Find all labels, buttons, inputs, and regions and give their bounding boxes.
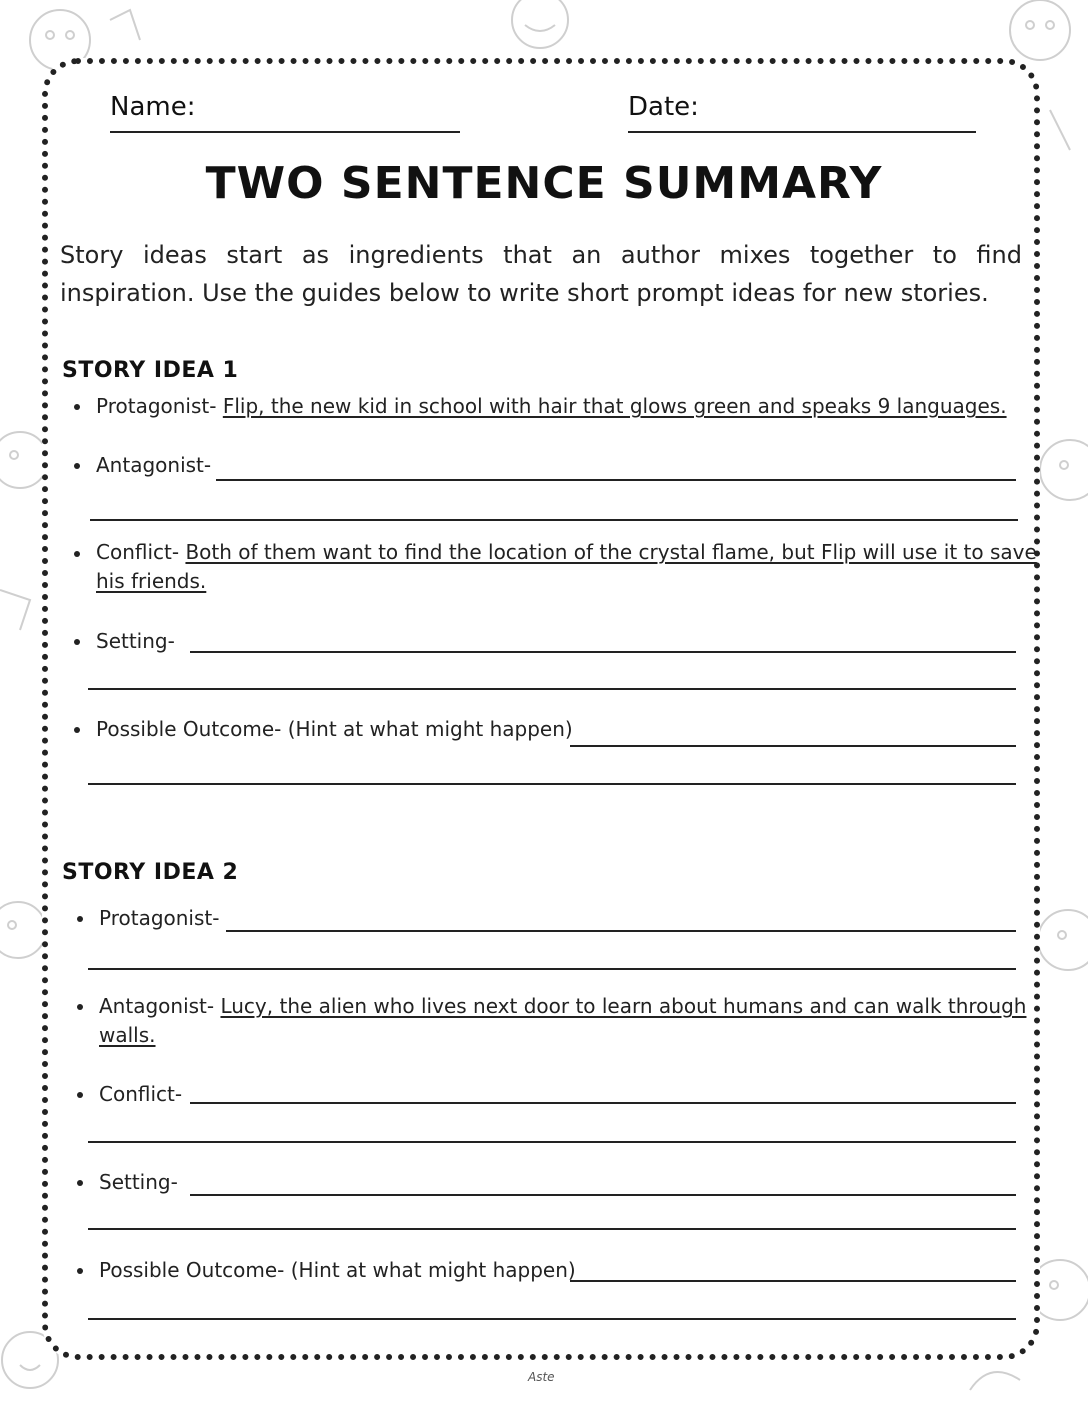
setting-2-field-2[interactable] <box>88 1228 1016 1230</box>
protagonist-1-label: Protagonist- <box>96 394 217 418</box>
outcome-1-label: Possible Outcome- (Hint at what might happen) <box>96 717 573 741</box>
bullet <box>74 727 80 733</box>
conflict-1-answer[interactable]: Both of them want to find the location of the crystal flame, but Flip will use it to save <box>185 540 1037 564</box>
bullet <box>77 1004 83 1010</box>
bullet <box>77 916 83 922</box>
bullet <box>74 639 80 645</box>
setting-2-label: Setting- <box>99 1170 178 1194</box>
antagonist-1-field-2[interactable] <box>90 519 1018 521</box>
conflict-2-label: Conflict- <box>99 1082 183 1106</box>
protagonist-1-row <box>96 394 1007 418</box>
antagonist-1-field[interactable] <box>216 479 1016 481</box>
setting-1-field-2[interactable] <box>88 688 1016 690</box>
story-idea-2-heading: STORY IDEA 2 <box>62 860 239 885</box>
publisher-logo: Aste <box>528 1370 555 1384</box>
outcome-2-field[interactable] <box>570 1280 1016 1282</box>
protagonist-1-answer[interactable]: Flip, the new kid in school with hair that glows green and speaks 9 languages. <box>222 394 1007 418</box>
outcome-2-label: Possible Outcome- (Hint at what might happen) <box>99 1258 576 1282</box>
antagonist-2-answer-cont[interactable]: walls. <box>99 1023 156 1047</box>
outcome-1-field-2[interactable] <box>88 783 1016 785</box>
name-field[interactable] <box>110 131 460 133</box>
story-idea-1-heading: STORY IDEA 1 <box>62 358 239 383</box>
antagonist-2-row <box>99 992 1029 1050</box>
antagonist-2-label: Antagonist- <box>99 994 215 1018</box>
conflict-2-field[interactable] <box>190 1102 1016 1104</box>
conflict-1-label: Conflict- <box>96 540 180 564</box>
page-title: TWO SENTENCE SUMMARY <box>205 158 883 209</box>
conflict-1-row <box>96 538 1037 596</box>
bullet <box>77 1180 83 1186</box>
setting-1-field[interactable] <box>190 651 1016 653</box>
antagonist-1-label: Antagonist- <box>96 453 212 477</box>
conflict-2-field-2[interactable] <box>88 1141 1016 1143</box>
outcome-2-field-2[interactable] <box>88 1318 1016 1320</box>
bullet <box>77 1092 83 1098</box>
bullet <box>74 463 80 469</box>
conflict-1-answer-cont[interactable]: his friends. <box>96 569 207 593</box>
date-label: Date: <box>628 92 699 122</box>
bullet <box>74 404 80 410</box>
setting-2-field[interactable] <box>190 1194 1016 1196</box>
antagonist-2-answer[interactable]: Lucy, the alien who lives next door to learn about humans and can walk through <box>220 994 1027 1018</box>
protagonist-2-label: Protagonist- <box>99 906 220 930</box>
outcome-1-field[interactable] <box>570 745 1016 747</box>
setting-1-label: Setting- <box>96 629 175 653</box>
intro-text: Story ideas start as ingredients that an author mixes together to find inspiration. Use the guides below to write short prompt ideas for new stories. <box>60 241 1022 307</box>
bullet <box>74 551 80 557</box>
protagonist-2-field[interactable] <box>226 930 1016 932</box>
name-label: Name: <box>110 92 196 122</box>
date-field[interactable] <box>628 131 976 133</box>
bullet <box>77 1268 83 1274</box>
protagonist-2-field-2[interactable] <box>88 968 1016 970</box>
